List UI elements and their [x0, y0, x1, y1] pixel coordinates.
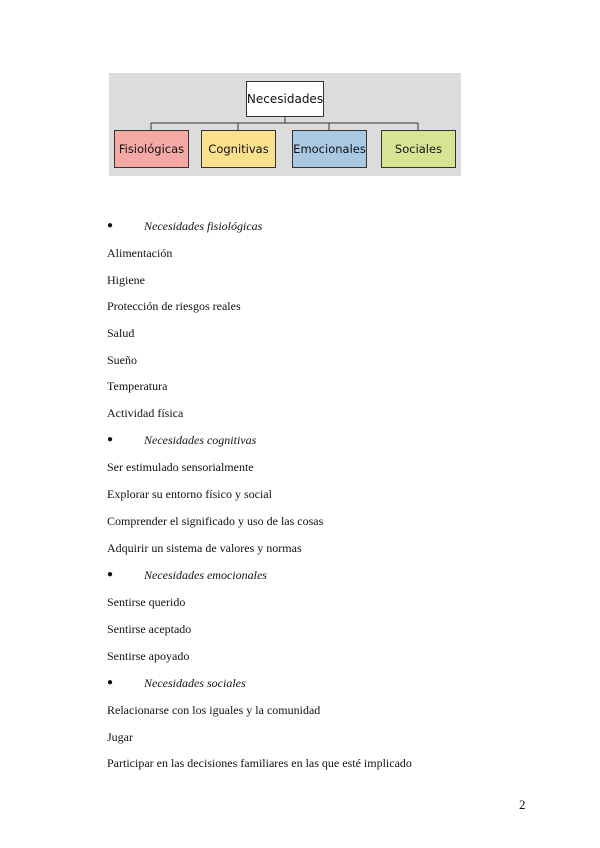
list-item: Sentirse apoyado [107, 649, 190, 663]
needs-diagram [109, 73, 461, 176]
list-item: Explorar su entorno físico y social [107, 487, 272, 501]
list-item: Participar en las decisiones familiares en las que esté implicado [107, 756, 412, 770]
page-number: 2 [519, 797, 526, 812]
bullet-icon: ● [107, 677, 114, 688]
list-item: Alimentación [107, 246, 173, 260]
list-item: Jugar [107, 730, 133, 744]
list-item: Temperatura [107, 379, 168, 393]
list-item: Comprender el significado y uso de las cosas [107, 514, 324, 528]
bullet-icon: ● [107, 569, 114, 580]
list-item: Ser estimulado sensorialmente [107, 460, 254, 474]
list-item: Higiene [107, 273, 145, 287]
list-item: Sentirse querido [107, 595, 186, 609]
section-heading-text: Necesidades sociales [144, 676, 246, 690]
list-item: Protección de riesgos reales [107, 299, 241, 313]
list-item: Actividad física [107, 406, 184, 420]
list-item: Sueño [107, 353, 137, 367]
section-heading-text: Necesidades emocionales [144, 568, 267, 582]
section-heading-text: Necesidades fisiológicas [144, 219, 263, 233]
list-item: Sentirse aceptado [107, 622, 192, 636]
section-heading-text: Necesidades cognitivas [144, 433, 257, 447]
list-item: Salud [107, 326, 135, 340]
diagram-node-fisiologicas: Fisiológicas [114, 130, 189, 168]
list-item: Relacionarse con los iguales y la comunidad [107, 703, 321, 717]
list-item: Adquirir un sistema de valores y normas [107, 541, 302, 555]
diagram-node-cognitivas: Cognitivas [201, 130, 276, 168]
bullet-icon: ● [107, 220, 114, 231]
diagram-root-node: Necesidades [246, 81, 324, 117]
bullet-icon: ● [107, 434, 114, 445]
diagram-node-sociales: Sociales [381, 130, 456, 168]
diagram-node-emocionales: Emocionales [292, 130, 367, 168]
